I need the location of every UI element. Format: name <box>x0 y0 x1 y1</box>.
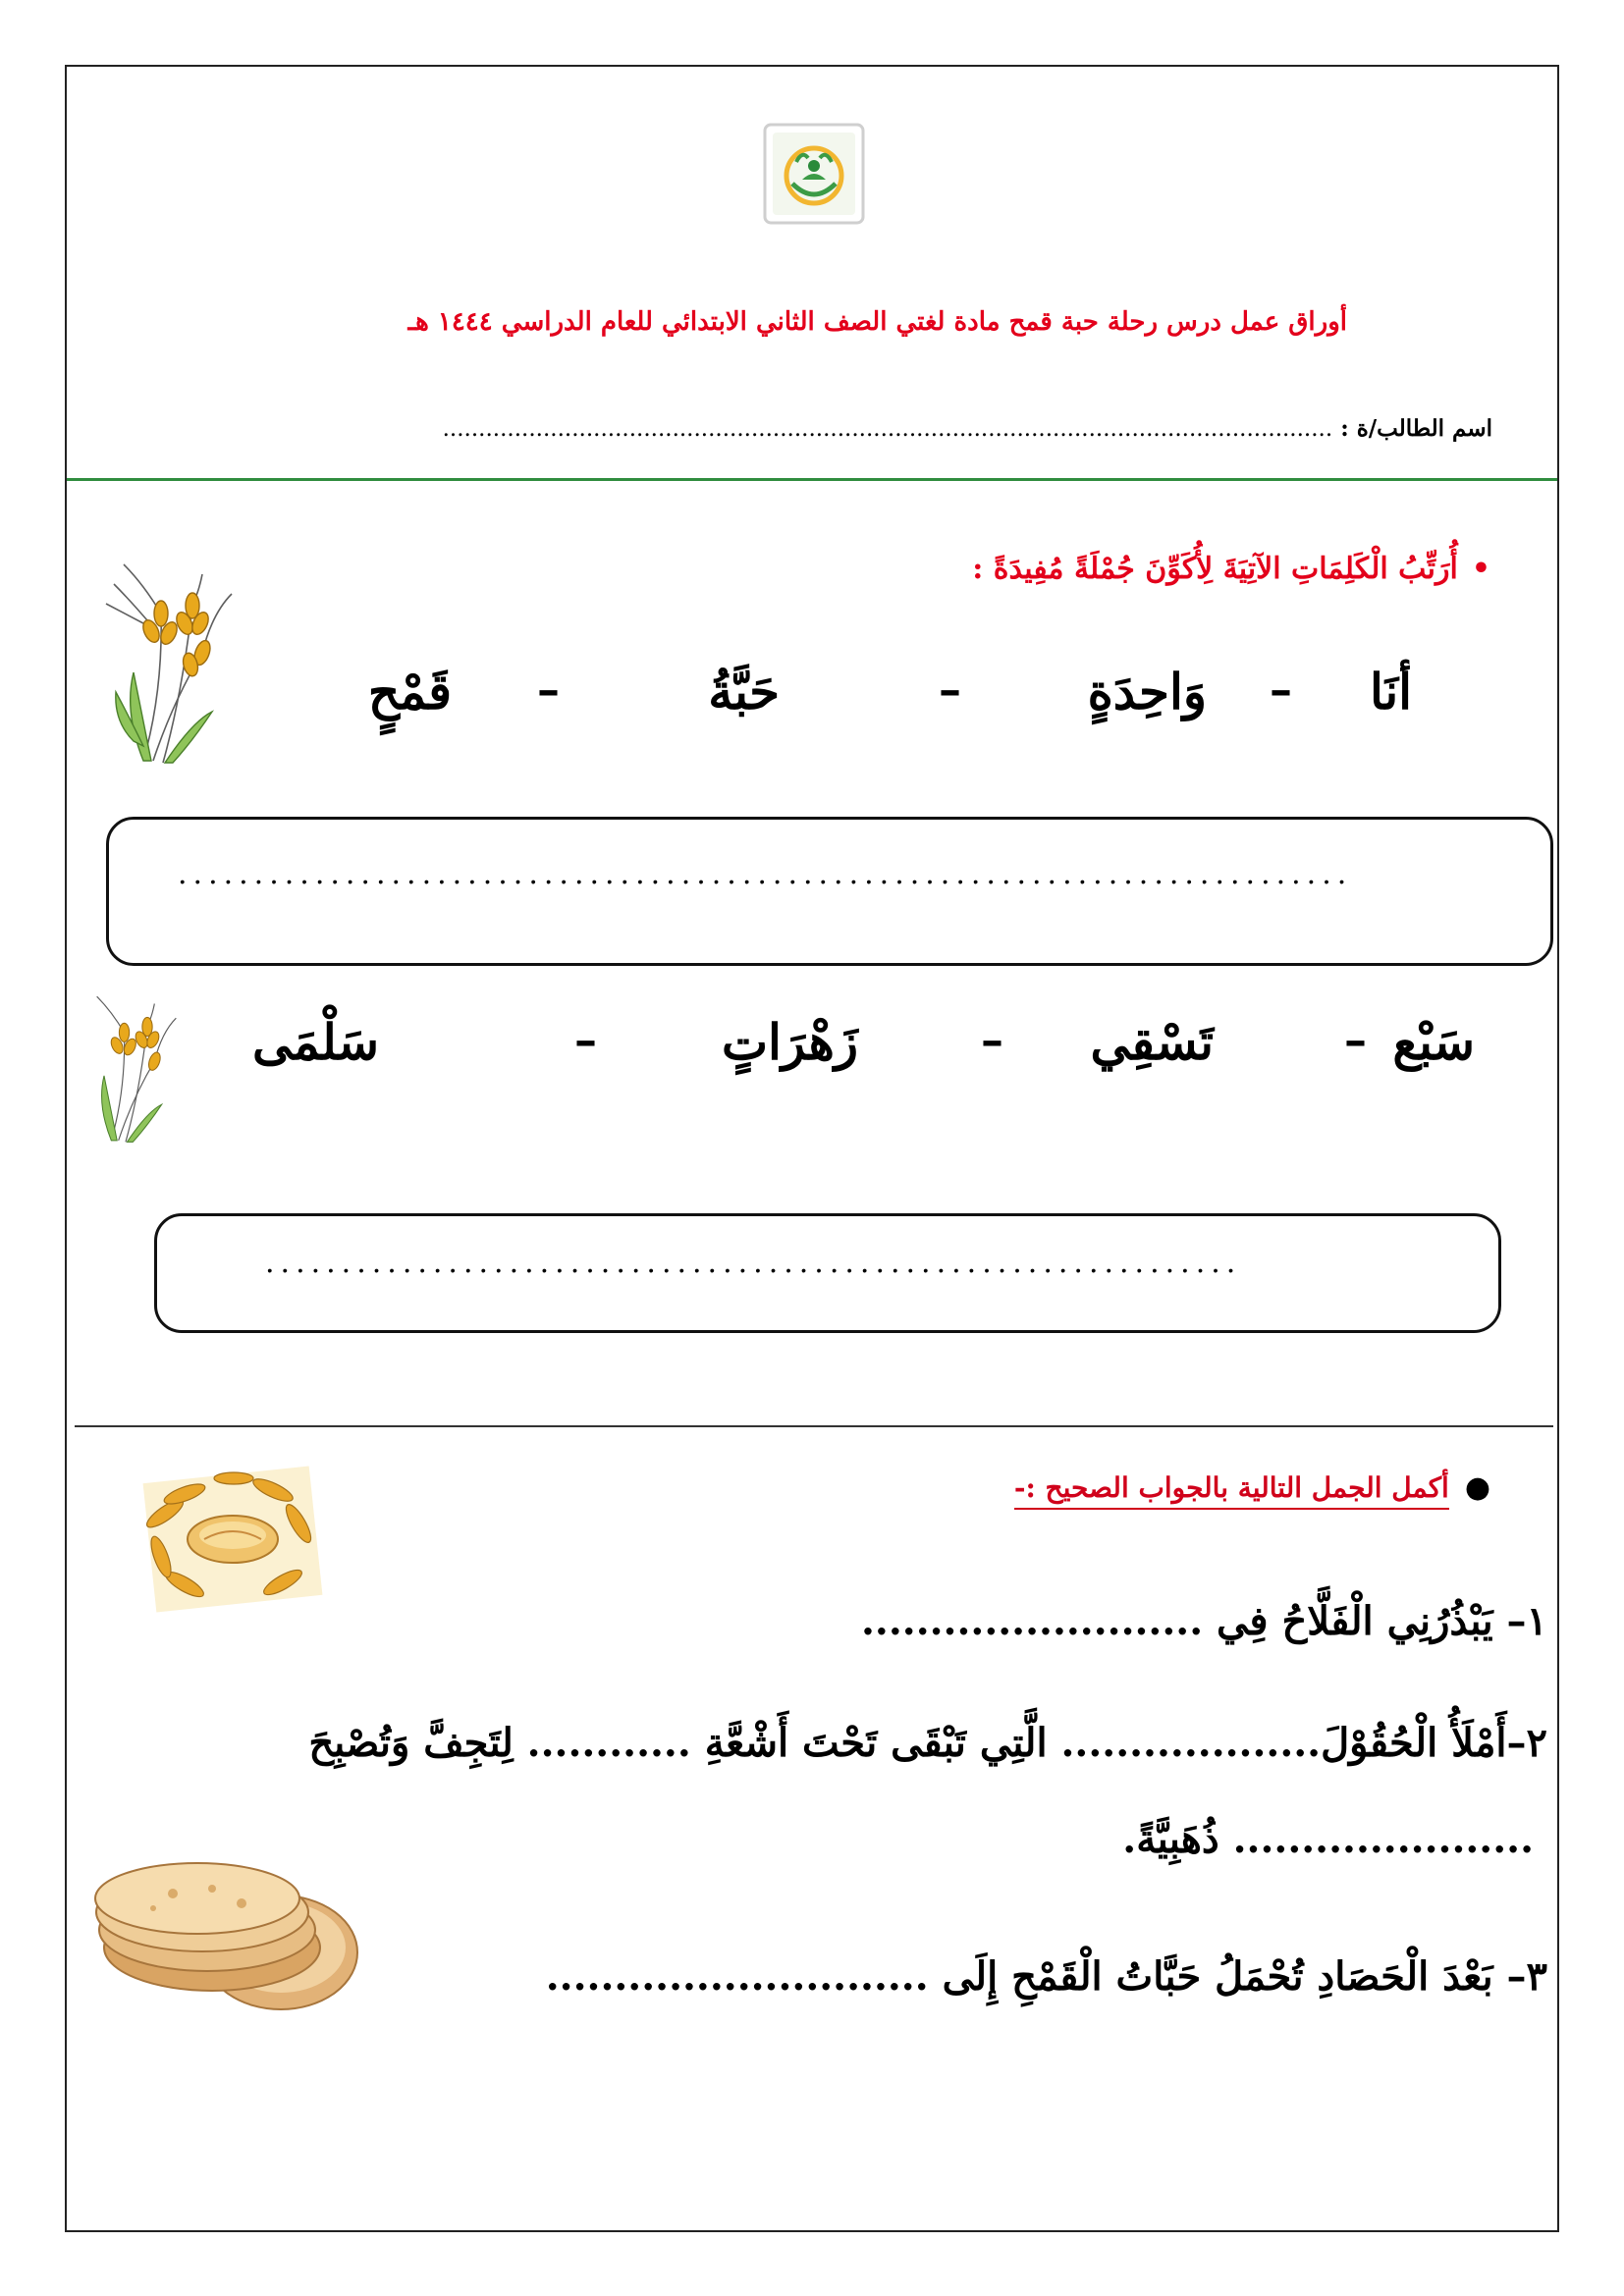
bullet-icon: ● <box>1464 1470 1490 1505</box>
sentence-2: ٢–أَمْلَأُ الْحُقُوْلَ................... الَّتِي تَبْقَى تَحْتَ أَشْعَّةِ ............ لِتَجِفَّ وَتُصْبِحَ <box>308 1720 1547 1766</box>
word-wahida: وَاحِدَةٍ <box>1087 663 1207 721</box>
student-name-blank[interactable]: ............................................................................................................................ <box>442 416 1333 442</box>
worksheet-title: أوراق عمل درس رحلة حبة قمح مادة لغتي الصف الثاني الابتدائي للعام الدراسي ١٤٤٤ هـ <box>407 307 1347 337</box>
bread-wheat-icon <box>126 1455 340 1624</box>
word-habba: حَبَّةُ <box>708 663 780 721</box>
section-divider <box>75 1425 1553 1427</box>
wheat-stalks-icon <box>82 980 190 1147</box>
sentence-3: ٣– بَعْدَ الْحَصَادِ تُحْمَلُ حَبَّاتُ الْقَمْحِ إِلَى ............................ <box>545 1953 1547 2000</box>
word-qamh: قَمْحٍ <box>367 663 452 721</box>
sentence-2-continued: ...................... ذُهَبِيَّةً. <box>1122 1816 1534 1862</box>
word-saba: سَبْع <box>1392 1013 1475 1071</box>
answer-blank-1[interactable]: ............................................................................. <box>178 857 1353 891</box>
section2-instruction <box>1014 1470 1490 1505</box>
answer-blank-2[interactable]: ................................................................ <box>265 1246 1242 1280</box>
word-zahrat: زَهْرَاتٍ <box>721 1013 858 1071</box>
answer-box-1[interactable] <box>106 817 1553 966</box>
school-logo <box>763 123 865 225</box>
dash-separator: – <box>939 663 961 716</box>
student-name-label: اسم الطالب/ة : <box>1340 415 1492 442</box>
wheat-stalks-icon <box>104 545 251 766</box>
bullet-icon: • <box>1471 552 1490 586</box>
section2-instruction-text: أكمل الجمل التالية بالجواب الصحيح :- <box>1014 1471 1449 1510</box>
dash-separator: – <box>574 1013 597 1066</box>
sentence-1: ١– يَبْذُرُنِي الْفَلَّاحُ فِي ......................... <box>860 1598 1547 1644</box>
word-salma: سَلْمَى <box>251 1013 379 1071</box>
pita-bread-icon <box>84 1849 369 2021</box>
dash-separator: – <box>1344 1013 1367 1066</box>
header-divider <box>67 478 1557 481</box>
dash-separator: – <box>1270 663 1292 716</box>
section1-instruction-text: أُرَتِّبُ الْكَلِمَاتِ الآتِيَةَ لِأُكَوِّنَ جُمْلَةً مُفِيدَةً : <box>972 552 1458 586</box>
dash-separator: – <box>981 1013 1003 1066</box>
student-name-line <box>443 415 1492 442</box>
section1-instruction <box>972 552 1490 586</box>
dash-separator: – <box>537 663 560 716</box>
word-tasqi: تَسْقِي <box>1090 1013 1214 1071</box>
word-ana: أنَا <box>1369 663 1412 721</box>
answer-box-2[interactable] <box>154 1213 1501 1333</box>
